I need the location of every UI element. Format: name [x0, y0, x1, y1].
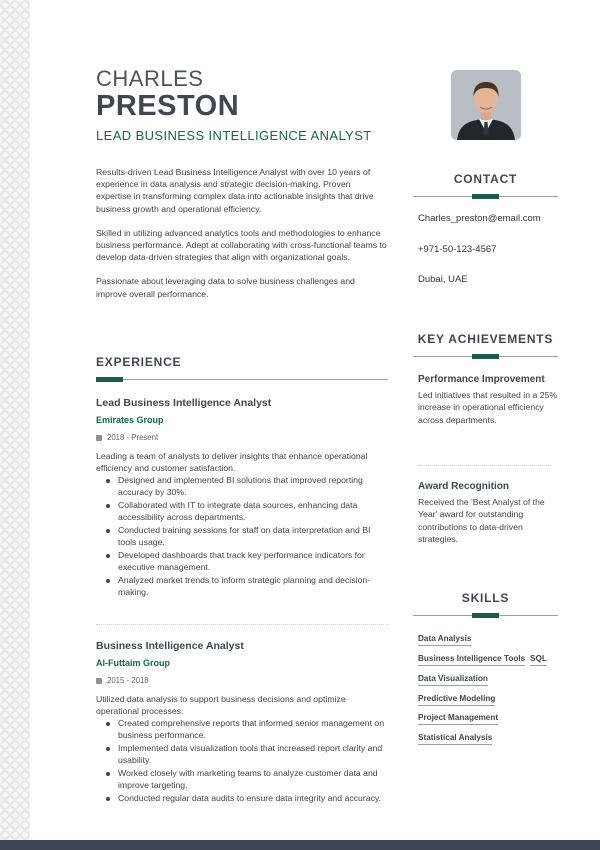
bullet-dot-icon — [106, 529, 110, 533]
achievement-title: Award Recognition — [418, 481, 509, 492]
decorative-side-pattern — [0, 0, 30, 840]
job-dates — [96, 433, 388, 442]
job-company: Emirates Group — [96, 415, 164, 425]
job-entry — [96, 640, 388, 807]
experience-divider — [96, 379, 388, 380]
job-bullet: Worked closely with marketing teams to analyze customer data and improve targeting. — [96, 768, 388, 791]
job-company: Al-Futtaim Group — [96, 658, 170, 668]
summary-paragraph: Skilled in utilizing advanced analytics tools and methodologies to enhance business performance. Adept at collaborating with cross-functional teams to develop data-driven strategies that align with organizational goals. — [96, 227, 387, 263]
skill-tag: Business Intelligence Tools — [418, 654, 525, 666]
experience-accent-bar — [96, 377, 123, 382]
job-description: Leading a team of analysts to deliver insights that enhance operational efficiency and customer satisfaction. — [96, 451, 368, 473]
job-bullet: Collaborated with IT to integrate data sources, enhancing data accessibility across departments. — [96, 500, 388, 523]
first-name: CHARLES — [96, 66, 204, 91]
job-entry — [96, 397, 388, 600]
bullet-dot-icon — [106, 479, 110, 483]
job-bullet-list — [96, 718, 388, 805]
job-bullet: Conducted training sessions for staff on data interpretation and BI tools usage. — [96, 525, 388, 548]
job-role: Business Intelligence Analyst — [96, 640, 244, 652]
bullet-dot-icon — [106, 579, 110, 583]
bullet-dot-icon — [106, 797, 110, 801]
skill-tag: Predictive Modeling — [418, 694, 495, 706]
achievements-heading: KEY ACHIEVEMENTS — [417, 332, 554, 346]
job-bullet: Designed and implemented BI solutions that improved reporting accuracy by 30%. — [96, 475, 388, 498]
skill-tag: Data Analysis — [418, 634, 471, 646]
achievements-accent-bar — [472, 354, 499, 359]
job-description: Utilized data analysis to support business decisions and optimize operational processes. — [96, 694, 346, 716]
achievement-text: Received the 'Best Analyst of the Year' award for outstanding contributions to data-driven strategies. — [418, 497, 545, 544]
contact-accent-bar — [472, 194, 499, 199]
skill-tag: SQL — [530, 654, 547, 666]
job-title: LEAD BUSINESS INTELLIGENCE ANALYST — [96, 128, 372, 143]
achievement-text: Led initiatives that resulted in a 25% increase in operational efficiency across departments. — [418, 390, 558, 425]
contact-email[interactable]: Charles_preston@email.com — [418, 213, 541, 224]
bullet-dot-icon — [106, 747, 110, 751]
skill-tag: Statistical Analysis — [418, 733, 492, 745]
job-bullet: Developed dashboards that track key performance indicators for executive management. — [96, 550, 388, 573]
contact-location: Dubai, UAE — [418, 274, 468, 285]
footer-bar — [0, 840, 600, 850]
job-dates-text: 2015 - 2018 — [107, 676, 149, 685]
skill-tag: Data Visualization — [418, 674, 488, 686]
achievement-title: Performance Improvement — [418, 374, 545, 385]
job-separator — [96, 624, 388, 625]
summary-paragraph: Passionate about leveraging data to solve business challenges and improve overall performance. — [96, 276, 355, 299]
contact-heading: CONTACT — [453, 172, 518, 186]
experience-heading: EXPERIENCE — [96, 355, 182, 369]
last-name: PRESTON — [96, 90, 240, 122]
job-bullet: Conducted regular data audits to ensure data integrity and accuracy. — [96, 793, 388, 805]
skills-accent-bar — [472, 613, 499, 618]
achievement-item — [418, 373, 558, 426]
profile-photo — [451, 70, 521, 140]
job-role: Lead Business Intelligence Analyst — [96, 397, 272, 409]
calendar-icon — [96, 678, 102, 684]
job-dates-text: 2018 - Present — [107, 433, 159, 442]
portrait-image — [451, 70, 521, 140]
job-bullet: Created comprehensive reports that informed senior management on business performance. — [96, 718, 388, 741]
calendar-icon — [96, 435, 102, 441]
bullet-dot-icon — [106, 722, 110, 726]
achievement-separator — [418, 465, 551, 466]
bullet-dot-icon — [106, 504, 110, 508]
skills-heading: SKILLS — [461, 591, 510, 605]
achievement-item — [418, 480, 558, 545]
summary-paragraph: Results-driven Lead Business Intelligence Analyst with over 10 years of experience in data analysis and strategic decision-making. Proven expertise in transforming complex data into actionable insights that drive business growth and operational efficiency. — [96, 167, 374, 214]
bullet-dot-icon — [106, 554, 110, 558]
summary — [96, 166, 388, 312]
job-bullet-list — [96, 475, 388, 598]
skill-tag: Project Management — [418, 713, 498, 725]
bullet-dot-icon — [106, 772, 110, 776]
job-bullet: Analyzed market trends to inform strategic planning and decision-making. — [96, 575, 388, 598]
contact-phone[interactable]: +971-50-123-4567 — [418, 244, 497, 255]
job-bullet: Implemented data visualization tools that increased report clarity and usability. — [96, 743, 388, 766]
job-dates — [96, 676, 388, 685]
